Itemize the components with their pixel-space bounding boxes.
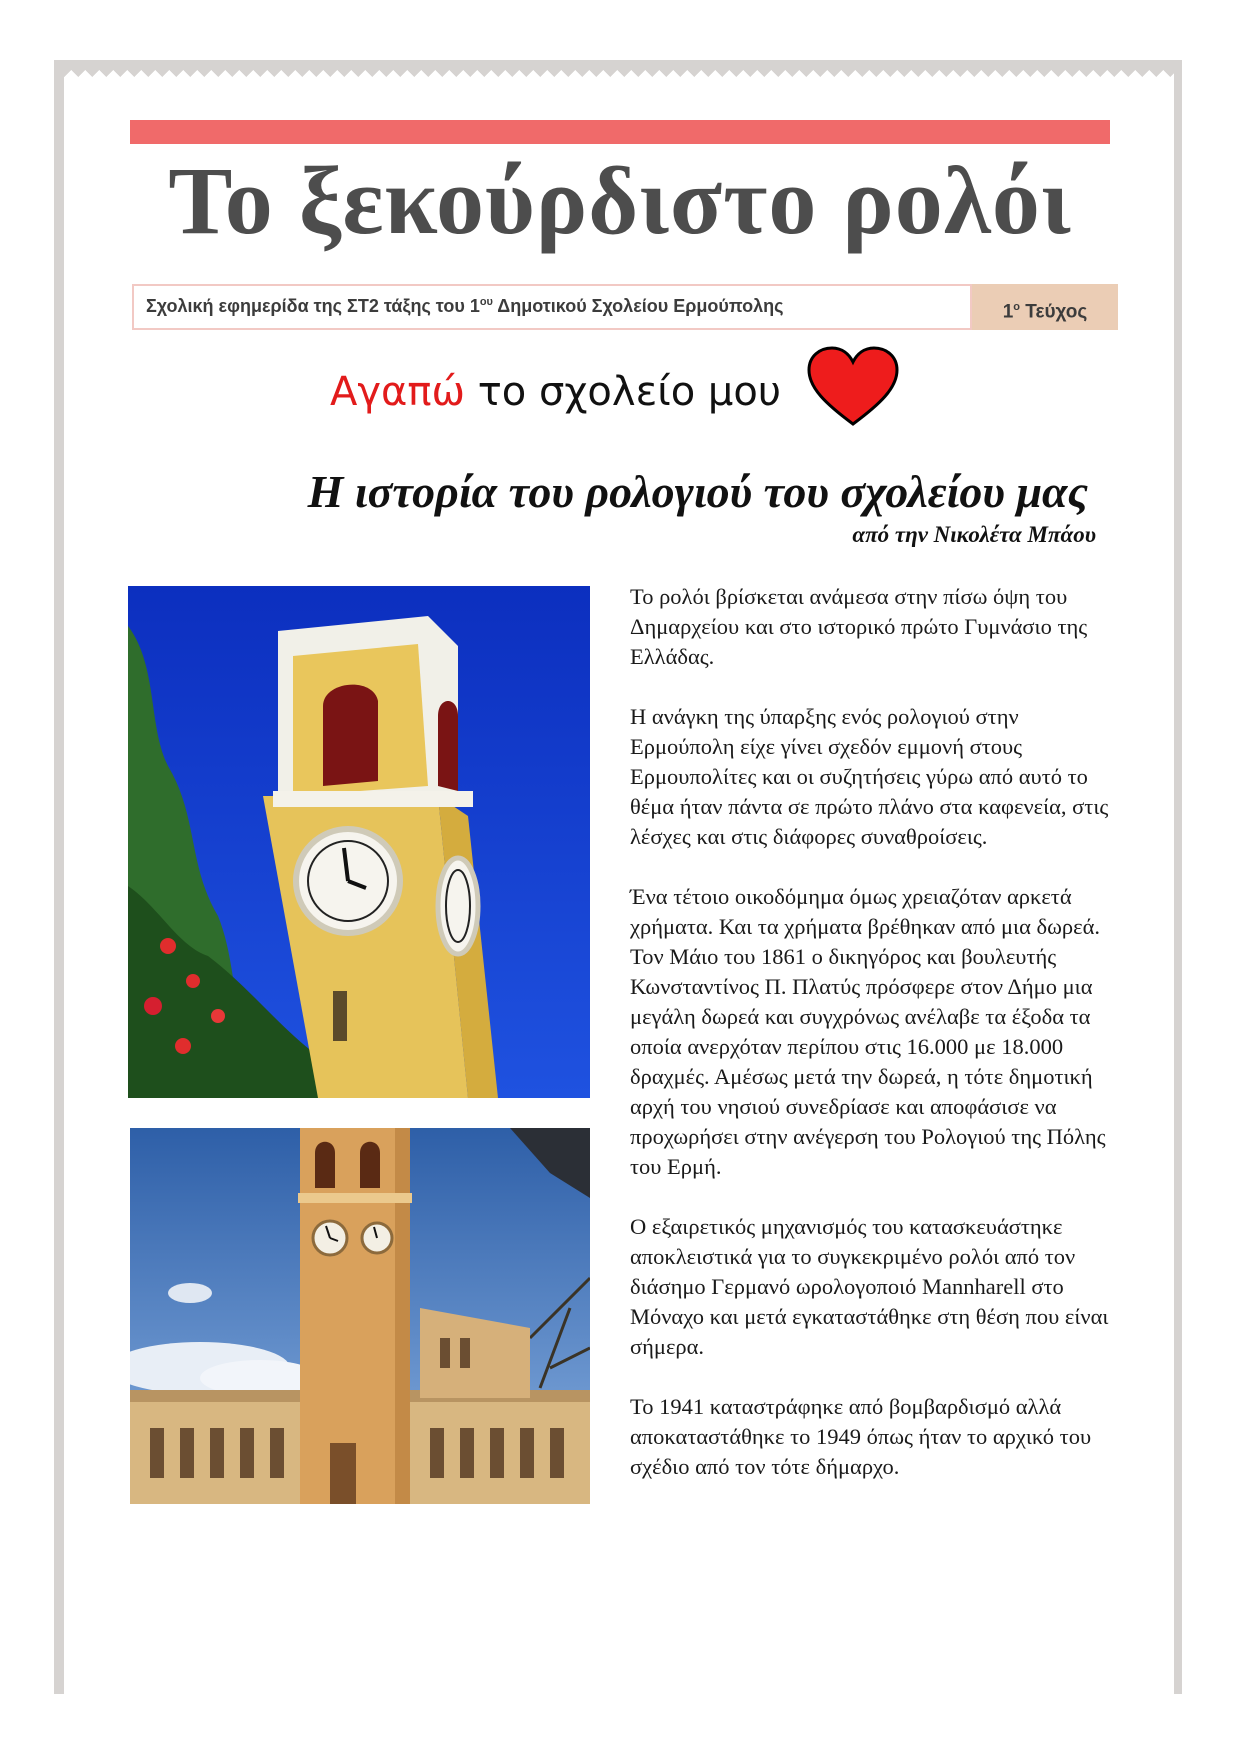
issue-number: 1 — [1002, 301, 1014, 323]
article-paragraph: Ένα τέτοιο οικοδόμημα όμως χρειαζόταν αρκετά χρήματα. Και τα χρήματα βρέθηκαν από μια δωρεά. Τον Μάιο του 1861 ο δικηγόρος και βουλευτής Κωνσταντίνος Π. Πλατύς πρόσφερε στον Δήμο μια μεγάλη δωρεά και συγχρόνως ανέλαβε τα έξοδα τα οποία ανερχόταν περίπου στις 16.000 με 18.000 δραχμές. Αμέσως μετά την δωρεά, η τότε δημοτική αρχή του νησιού συνεδρίασε και αποφάσισε να προχωρήσει στην ανέγερση του Ρολογιού της Πόλης του Ερμή. — [630, 884, 1106, 1179]
subtitle-superscript: ου — [479, 296, 493, 308]
subtitle-text-start: Σχολική εφημερίδα της ΣΤ2 τάξης του 1 — [146, 296, 480, 316]
article-paragraph: Ο εξαιρετικός μηχανισμός του κατασκευάστηκε αποκλειστικά για το συγκεκριμένο ρολόι από τον διάσημο Γερμανό ωρολογοποιό Mannharell στο Μόναχο και μετά εγκαταστάθηκε στη θέση που είναι σήμερα. — [630, 1214, 1109, 1359]
issue-badge — [972, 284, 1118, 330]
page-edge-decoration — [64, 70, 1174, 84]
masthead-accent-bar — [130, 120, 1110, 144]
article-title: Η ιστορία του ρολογιού του σχολείου μας — [307, 466, 1088, 517]
issue-superscript: ο — [1013, 301, 1020, 313]
article-byline: από την Νικολέτα Μπάου — [852, 522, 1096, 547]
article-paragraph: Η ανάγκη της ύπαρξης ενός ρολογιού στην Ερμούπολη είχε γίνει σχεδόν εμμονή στους Ερμουπολίτες και οι συζητήσεις γύρω από αυτό το θέμα ήταν πάντα σε πρώτο πλάνο στα καφενεία, στις λέσχες και στις διάφορες συναθροίσεις. — [630, 704, 1109, 849]
newspaper-subtitle — [132, 284, 972, 330]
clock-tower-photo-closeup — [128, 586, 590, 1098]
subtitle-text-end: Δημοτικού Σχολείου Ερμούπολης — [492, 296, 784, 316]
article-body — [630, 582, 1120, 1512]
newspaper-title: Το ξεκούρδιστο ρολόι — [168, 147, 1072, 254]
issue-label: Τεύχος — [1020, 301, 1088, 323]
clock-tower-photo-wide — [130, 1128, 590, 1504]
article-paragraph: Το ρολόι βρίσκεται ανάμεσα στην πίσω όψη του Δημαρχείου και στο ιστορικό πρώτο Γυμνάσιο της Ελλάδας. — [630, 584, 1088, 669]
slogan — [330, 362, 781, 422]
slogan-highlight: Αγαπώ — [330, 369, 465, 415]
slogan-text: το σχολείο μου — [464, 369, 781, 415]
article-paragraph: Το 1941 καταστράφηκε από βομβαρδισμό αλλά αποκαταστάθηκε το 1949 όπως ήταν το αρχικό του σχέδιο από τον τότε δήμαρχο. — [630, 1394, 1092, 1479]
heart-icon — [806, 346, 900, 428]
